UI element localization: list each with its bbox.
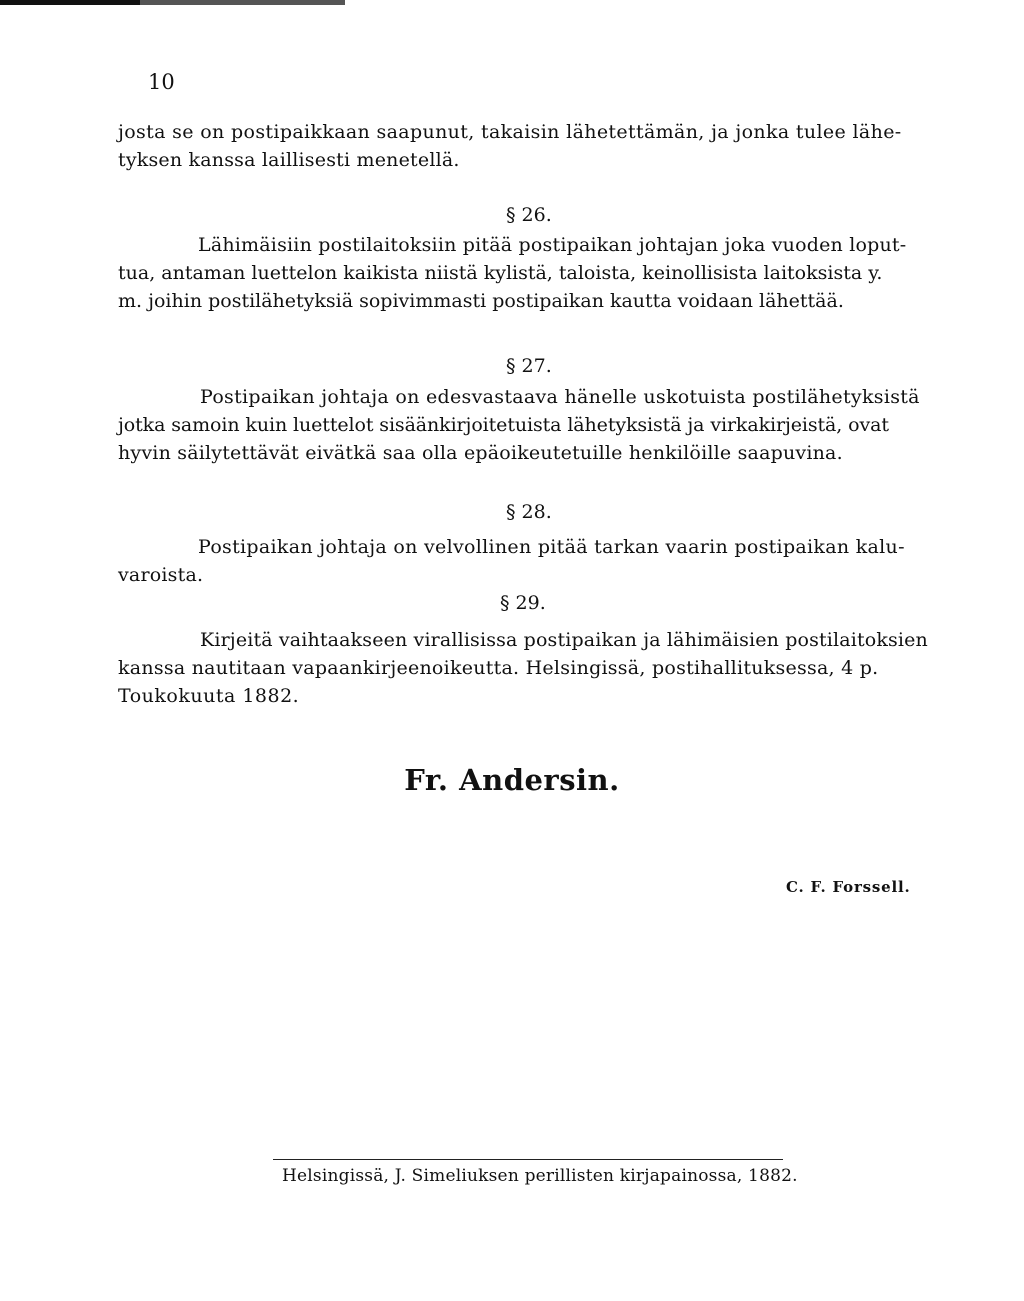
paragraph-line: m. joihin postilähetyksiä sopivimmasti postipaikan kautta voidaan lähettää.: [118, 290, 844, 312]
top-border-rule: [0, 0, 345, 5]
intro-paragraph: [118, 118, 908, 174]
section-heading-29: § 29.: [500, 592, 546, 614]
section-heading-27: § 27.: [506, 355, 552, 377]
paragraph-line: tyksen kanssa laillisesti menetellä.: [118, 149, 460, 171]
section-heading-28: § 28.: [506, 501, 552, 523]
paragraph-line: josta se on postipaikkaan saapunut, takaisin lähetettämän, ja jonka tulee lähe-: [118, 121, 902, 143]
section-27-paragraph: [118, 383, 918, 467]
paragraph-line: kanssa nautitaan vapaankirjeenoikeutta. Helsingissä, postihallituksessa, 4 p.: [118, 657, 879, 679]
footer-divider: [273, 1159, 783, 1160]
signature-countersign: C. F. Forssell.: [786, 878, 911, 896]
signature-main: Fr. Andersin.: [404, 763, 620, 797]
section-28-paragraph: [118, 533, 938, 589]
section-29-paragraph: [118, 626, 948, 710]
paragraph-line: Postipaikan johtaja on edesvastaava hänelle uskotuista postilähetyksistä: [200, 386, 920, 408]
printer-imprint: Helsingissä, J. Simeliuksen perillisten kirjapainossa, 1882.: [282, 1166, 798, 1186]
paragraph-line: Toukokuuta 1882.: [118, 685, 300, 707]
page-number: 10: [148, 70, 175, 94]
paragraph-line: Lähimäisiin postilaitoksiin pitää postipaikan johtajan joka vuoden loput-: [198, 234, 907, 256]
paragraph-line: Postipaikan johtaja on velvollinen pitää tarkan vaarin postipaikan kalu-: [198, 536, 905, 558]
section-26-paragraph: [118, 231, 908, 315]
paragraph-line: Kirjeitä vaihtaakseen virallisissa postipaikan ja lähimäisien postilaitoksien: [200, 629, 928, 651]
section-heading-26: § 26.: [506, 204, 552, 226]
paragraph-line: hyvin säilytettävät eivätkä saa olla epäoikeutetuille henkilöille saapuvina.: [118, 442, 843, 464]
paragraph-line: varoista.: [118, 564, 204, 586]
paragraph-line: jotka samoin kuin luettelot sisäänkirjoitetuista lähetyksistä ja virkakirjeistä, ovat: [118, 414, 889, 436]
paragraph-line: tua, antaman luettelon kaikista niistä kylistä, taloista, keinollisista laitoksista y.: [118, 262, 883, 284]
